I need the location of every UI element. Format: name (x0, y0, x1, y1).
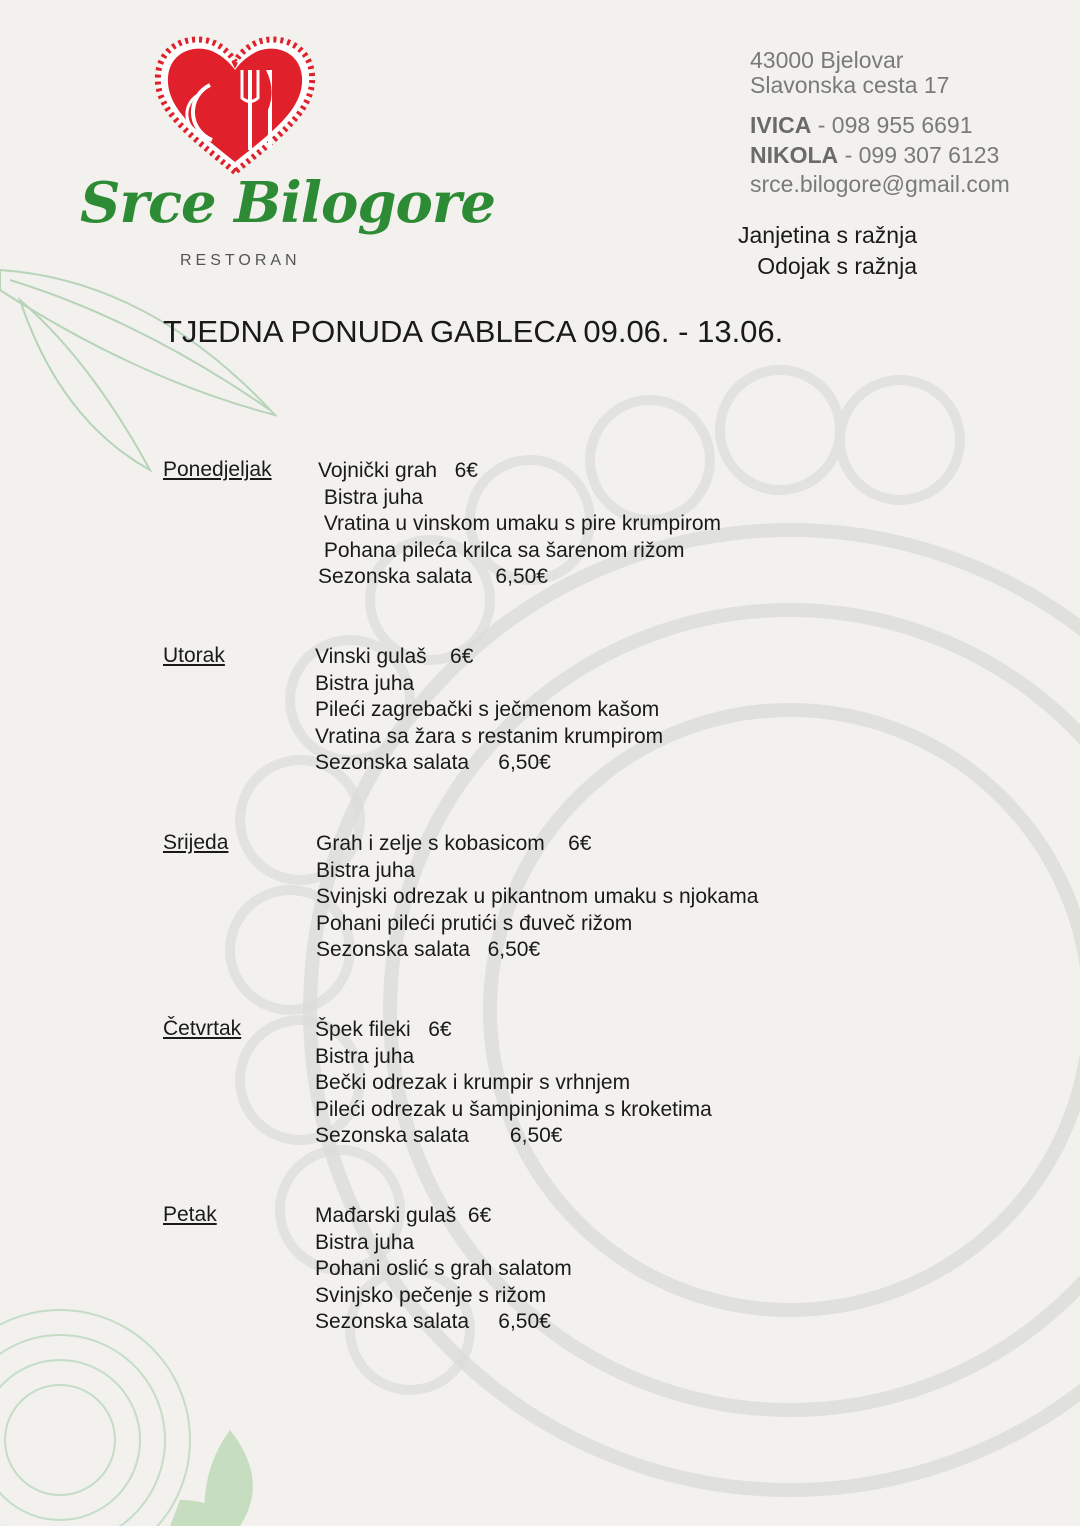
phone-number: - 099 307 6123 (844, 142, 1000, 168)
dish-list (316, 831, 758, 964)
day-name: Četvrtak (163, 1017, 242, 1040)
phone-entry (750, 140, 1010, 170)
dish: Vratina u vinskom umaku s pire krumpirom (318, 512, 722, 536)
dish: Bistra juha (315, 1230, 415, 1254)
dish: Sezonska salata 6,50€ (315, 751, 551, 775)
dish: Pileći odrezak u šampinjonima s kroketima (315, 1097, 712, 1121)
contact-name: NIKOLA (750, 142, 839, 168)
dish: Vinski gulaš 6€ (315, 645, 474, 668)
dish: Pohani oslić s grah salatom (315, 1257, 572, 1281)
day-name: Utorak (163, 644, 225, 667)
dish: Svinjsko pečenje s rižom (315, 1283, 547, 1307)
dish: Bistra juha (316, 858, 416, 882)
dish: Grah i zelje s kobasicom 6€ (316, 832, 592, 855)
dish: Bistra juha (315, 1044, 415, 1068)
specials-list (700, 220, 917, 282)
menu-title: TJEDNA PONUDA GABLECA 09.06. - 13.06. (163, 314, 784, 349)
phone-entry (750, 110, 1010, 140)
dish: Sezonska salata 6,50€ (318, 565, 548, 589)
brand-subtitle: RESTORAN (180, 252, 301, 269)
dish: Pileći zagrebački s ječmenom kašom (315, 698, 660, 722)
contact-block (750, 48, 1010, 197)
dish-list (315, 1203, 572, 1336)
email-address: srce.bilogore@gmail.com (750, 171, 1010, 197)
dish: Sezonska salata 6,50€ (315, 1310, 551, 1334)
address-line-1: 43000 Bjelovar (750, 47, 904, 73)
phone-list (750, 110, 1010, 170)
phone-number: - 098 955 6691 (817, 112, 973, 138)
dish-list (315, 644, 663, 777)
day-name: Srijeda (163, 831, 229, 854)
dish: Sezonska salata 6,50€ (316, 938, 541, 962)
day-name: Petak (163, 1203, 217, 1226)
dish: Pohana pileća krilca sa šarenom rižom (318, 538, 685, 562)
dish: Vojnički grah 6€ (318, 459, 478, 482)
day-name: Ponedjeljak (163, 458, 272, 481)
special-item: Odojak s ražnja (757, 253, 917, 279)
dish: Bečki odrezak i krumpir s vrhnjem (315, 1071, 631, 1095)
special-item: Janjetina s ražnja (738, 222, 917, 248)
dish-list (318, 458, 721, 591)
dish: Špek fileki 6€ (315, 1018, 452, 1041)
dish: Mađarski gulaš 6€ (315, 1204, 492, 1227)
heart-logo-icon (150, 30, 320, 180)
dish: Sezonska salata 6,50€ (315, 1124, 563, 1148)
dish: Bistra juha (315, 671, 415, 695)
address-line-2: Slavonska cesta 17 (750, 72, 950, 98)
dish: Vratina sa žara s restanim krumpirom (315, 724, 664, 748)
dish: Pohani pileći prutići s đuveč rižom (316, 911, 633, 935)
dish: Bistra juha (318, 485, 424, 509)
dish: Svinjski odrezak u pikantnom umaku s njokama (316, 885, 759, 909)
dish-list (315, 1017, 712, 1150)
contact-name: IVICA (750, 112, 812, 138)
brand-name: Srce Bilogore (80, 170, 496, 236)
